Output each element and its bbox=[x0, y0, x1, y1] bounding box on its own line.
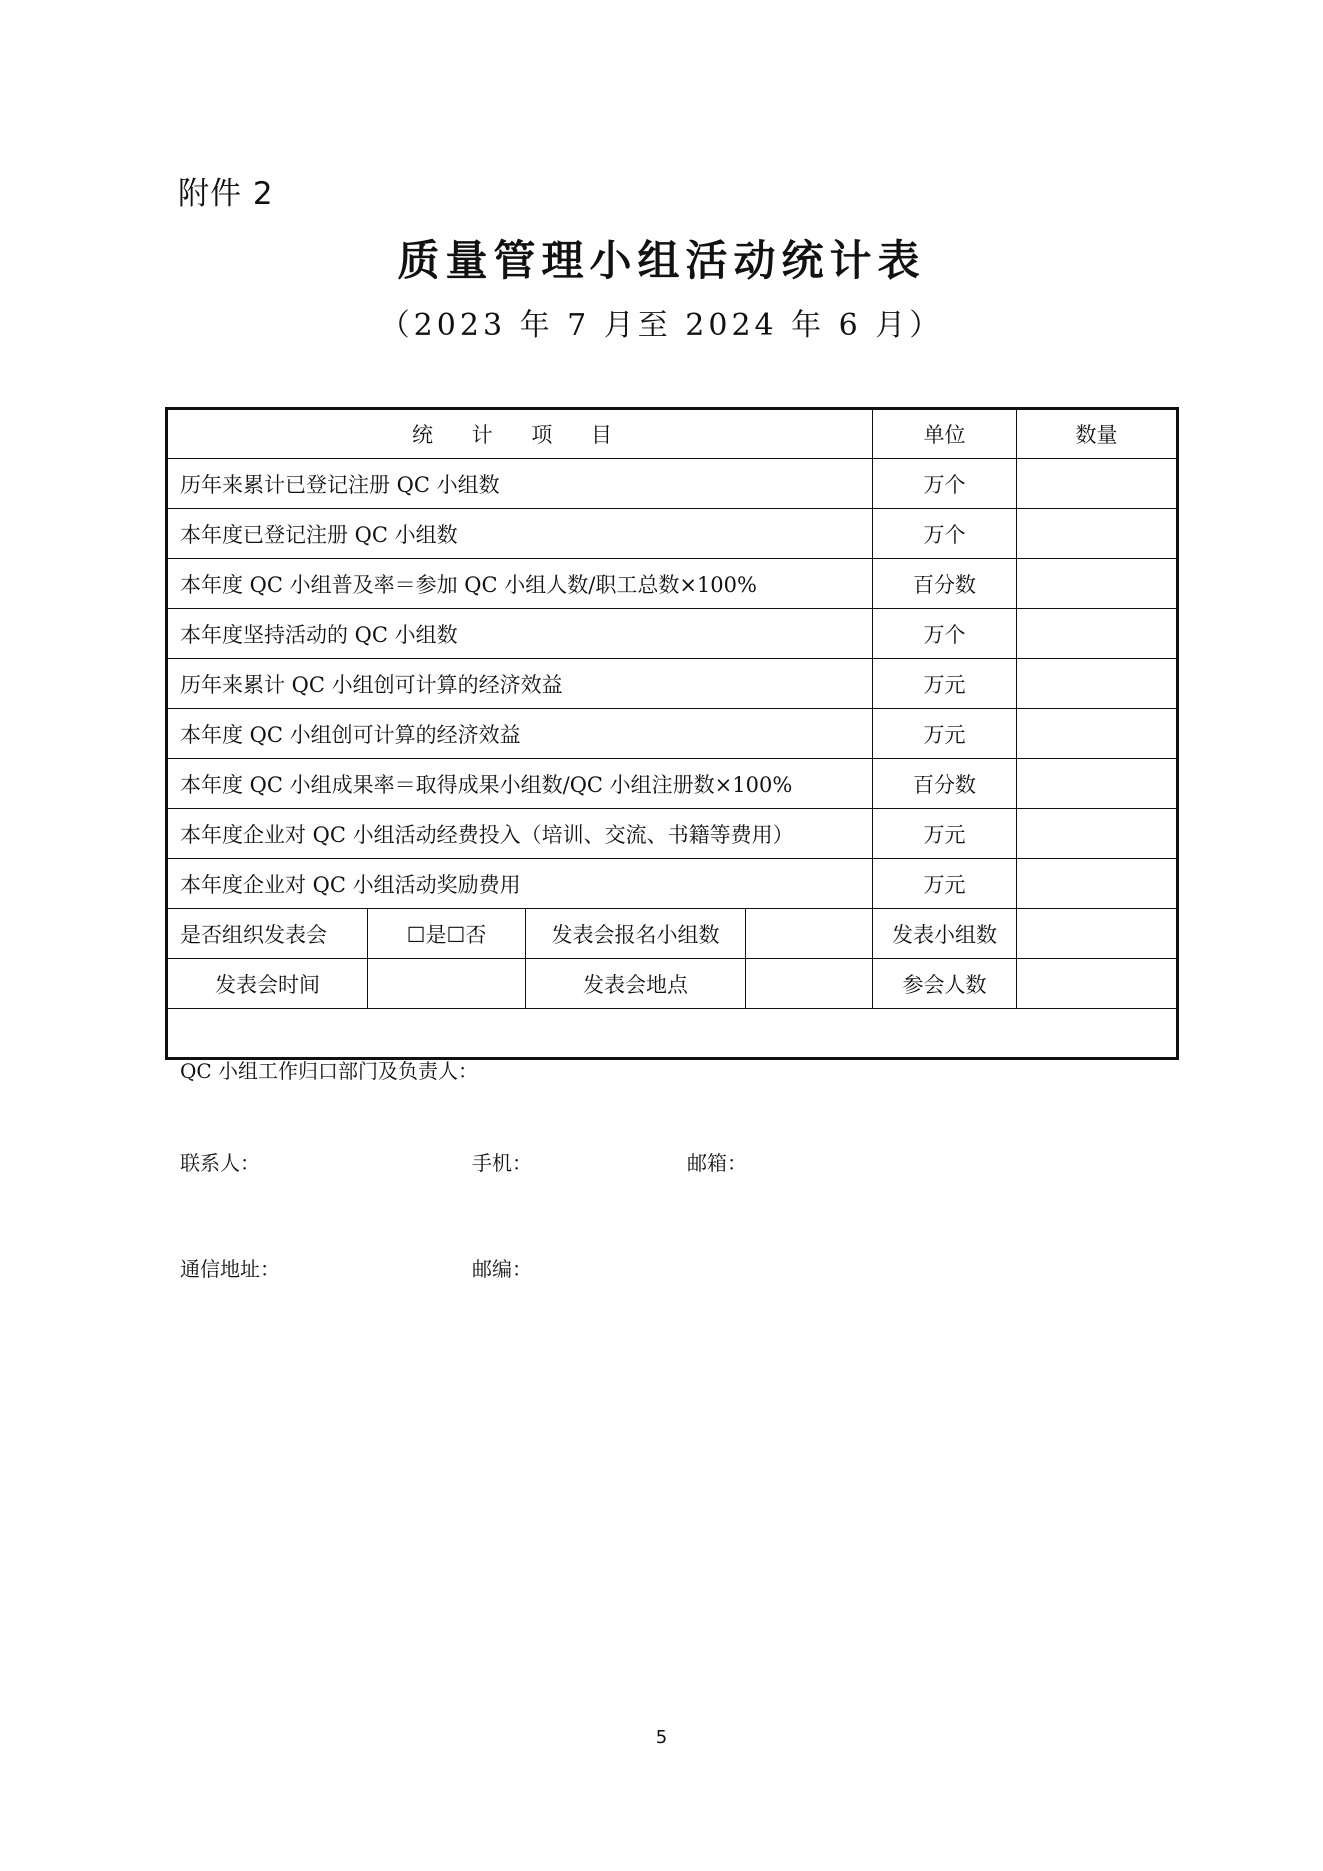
table-row bbox=[167, 859, 1178, 909]
page-title: 质量管理小组活动统计表 bbox=[397, 236, 926, 285]
row-quantity-field[interactable] bbox=[1017, 859, 1178, 909]
table-header-row bbox=[167, 409, 1178, 459]
row-item-label: 本年度 QC 小组成果率＝取得成果小组数/QC 小组注册数×100% bbox=[167, 759, 873, 809]
row-item-label: 本年度已登记注册 QC 小组数 bbox=[167, 509, 873, 559]
row-item-label: 本年度坚持活动的 QC 小组数 bbox=[167, 609, 873, 659]
row-quantity-field[interactable] bbox=[1017, 709, 1178, 759]
postcode-label: 邮编： bbox=[472, 1257, 532, 1281]
row-unit: 万元 bbox=[873, 809, 1017, 859]
table-row bbox=[167, 609, 1178, 659]
table-row bbox=[167, 459, 1178, 509]
row-item-label: 历年来累计 QC 小组创可计算的经济效益 bbox=[167, 659, 873, 709]
row-unit: 百分数 bbox=[873, 559, 1017, 609]
page-number: 5 bbox=[655, 1727, 668, 1748]
row-quantity-field[interactable] bbox=[1017, 809, 1178, 859]
row-unit: 万元 bbox=[873, 859, 1017, 909]
email-label: 邮箱： bbox=[687, 1151, 747, 1175]
contact-person-label: 联系人： bbox=[180, 1151, 260, 1175]
row-item-label: 本年度 QC 小组创可计算的经济效益 bbox=[167, 709, 873, 759]
row-quantity-field[interactable] bbox=[1017, 509, 1178, 559]
table-row bbox=[167, 659, 1178, 709]
row-unit: 万元 bbox=[873, 709, 1017, 759]
table-row bbox=[167, 509, 1178, 559]
row-quantity-field[interactable] bbox=[1017, 459, 1178, 509]
row-item-label: 本年度 QC 小组普及率＝参加 QC 小组人数/职工总数×100% bbox=[167, 559, 873, 609]
contact-section bbox=[167, 1009, 1178, 1281]
table-row bbox=[167, 709, 1178, 759]
address-label: 通信地址： bbox=[180, 1257, 280, 1281]
row-unit: 百分数 bbox=[873, 759, 1017, 809]
organize-presentation-label: 是否组织发表会 bbox=[167, 909, 368, 959]
row-unit: 万元 bbox=[873, 659, 1017, 709]
row-item-label: 本年度企业对 QC 小组活动经费投入（培训、交流、书籍等费用） bbox=[167, 809, 873, 859]
mobile-label: 手机： bbox=[472, 1151, 532, 1175]
statistics-table-body bbox=[167, 409, 1178, 1281]
page-subtitle: （2023 年 7 月至 2024 年 6 月） bbox=[379, 308, 944, 343]
row-unit: 万个 bbox=[873, 509, 1017, 559]
row-item-label: 历年来累计已登记注册 QC 小组数 bbox=[167, 459, 873, 509]
table-row bbox=[167, 759, 1178, 809]
registered-groups-label: 发表会报名小组数 bbox=[526, 909, 746, 959]
row-quantity-field[interactable] bbox=[1017, 759, 1178, 809]
meeting-time-label: 发表会时间 bbox=[167, 959, 368, 1009]
presenting-groups-field[interactable] bbox=[1017, 909, 1178, 959]
header-unit: 单位 bbox=[873, 409, 1017, 459]
row-quantity-field[interactable] bbox=[1017, 559, 1178, 609]
table-row bbox=[167, 809, 1178, 859]
meeting-time-field[interactable] bbox=[368, 959, 526, 1009]
header-quantity: 数量 bbox=[1017, 409, 1178, 459]
row-unit: 万个 bbox=[873, 459, 1017, 509]
meeting-place-field[interactable] bbox=[746, 959, 873, 1009]
contact-row bbox=[167, 1009, 1178, 1059]
meeting-row bbox=[167, 959, 1178, 1009]
attendees-label: 参会人数 bbox=[873, 959, 1017, 1009]
table-row bbox=[167, 559, 1178, 609]
row-quantity-field[interactable] bbox=[1017, 659, 1178, 709]
row-unit: 万个 bbox=[873, 609, 1017, 659]
department-label: QC 小组工作归口部门及负责人： bbox=[180, 1059, 479, 1083]
row-quantity-field[interactable] bbox=[1017, 609, 1178, 659]
meeting-place-label: 发表会地点 bbox=[526, 959, 746, 1009]
attachment-label: 附件 2 bbox=[178, 176, 274, 212]
organize-presentation-checkboxes[interactable]: ☐是☐否 bbox=[368, 909, 526, 959]
row-item-label: 本年度企业对 QC 小组活动奖励费用 bbox=[167, 859, 873, 909]
header-item: 统 计 项 目 bbox=[167, 409, 873, 459]
statistics-table bbox=[165, 407, 1179, 1281]
presenting-groups-label: 发表小组数 bbox=[873, 909, 1017, 959]
registered-groups-field[interactable] bbox=[746, 909, 873, 959]
attendees-field[interactable] bbox=[1017, 959, 1178, 1009]
presentation-row bbox=[167, 909, 1178, 959]
